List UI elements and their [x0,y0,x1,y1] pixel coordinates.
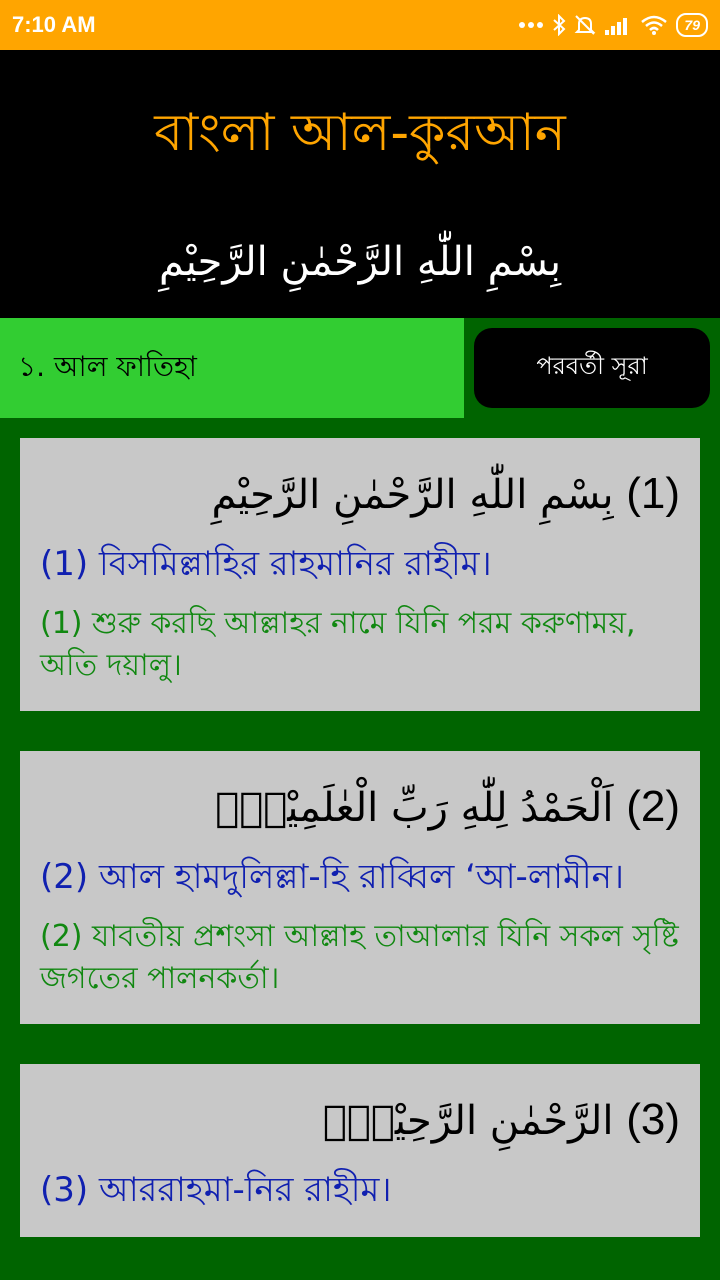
verse-card [20,438,700,711]
verse-meaning: (1) শুরু করছি আল্লাহর নামে যিনি পরম করুণাময়, অতি দয়ালু। [40,606,636,683]
surah-name: ১. আল ফাতিহা [18,349,197,383]
verse-transliteration: (3) আররাহমা-নির রাহীম। [40,1170,392,1210]
status-time: 7:10 AM [12,12,96,37]
verse-transliteration: (2) আল হামদুলিল্লা-হি রাব্বিল ‘আ-লামীন। [40,857,625,897]
verse-list[interactable] [20,438,700,1277]
status-icons [518,13,708,37]
bluetooth-icon [552,14,566,36]
surah-name-box [0,318,464,418]
verse-arabic-text: اَلْحَمْدُ لِلّٰهِ رَبِّ الْعٰلَمِيْنَۙ [215,785,614,831]
more-dots-icon [518,21,544,29]
battery-icon: 79 [676,13,708,37]
surah-bar [0,318,720,418]
verse-arabic-text: الرَّحْمٰنِ الرَّحِيْمِۙ [322,1098,614,1144]
verse-arabic [40,458,680,531]
verse-card [20,1064,700,1237]
verse-arabic [40,771,680,844]
verse-number: (2) [626,782,680,831]
verse-transliteration: (1) বিসমিল্লাহির রাহমানির রাহীম। [40,544,492,584]
header-bismillah: بِسْمِ اللّٰهِ الرَّحْمٰنِ الرَّحِيْمِ [158,239,562,285]
verse-arabic-text: بِسْمِ اللّٰهِ الرَّحْمٰنِ الرَّحِيْمِ [211,472,614,518]
verse-number: (3) [626,1095,680,1144]
app-title: বাংলা আল-কুরআন [154,103,566,163]
next-surah-button[interactable]: পরবর্তী সূরা [474,328,710,408]
status-bar [0,0,720,50]
app-header [0,50,720,318]
verse-meaning: (2) যাবতীয় প্রশংসা আল্লাহ তাআলার যিনি সকল সৃষ্টি জগতের পালনকর্তা। [40,919,679,996]
verse-card [20,751,700,1024]
verse-number: (1) [626,469,680,518]
wifi-icon [640,14,668,36]
signal-icon [604,14,632,36]
bell-off-icon [574,14,596,36]
verse-arabic [40,1084,680,1157]
